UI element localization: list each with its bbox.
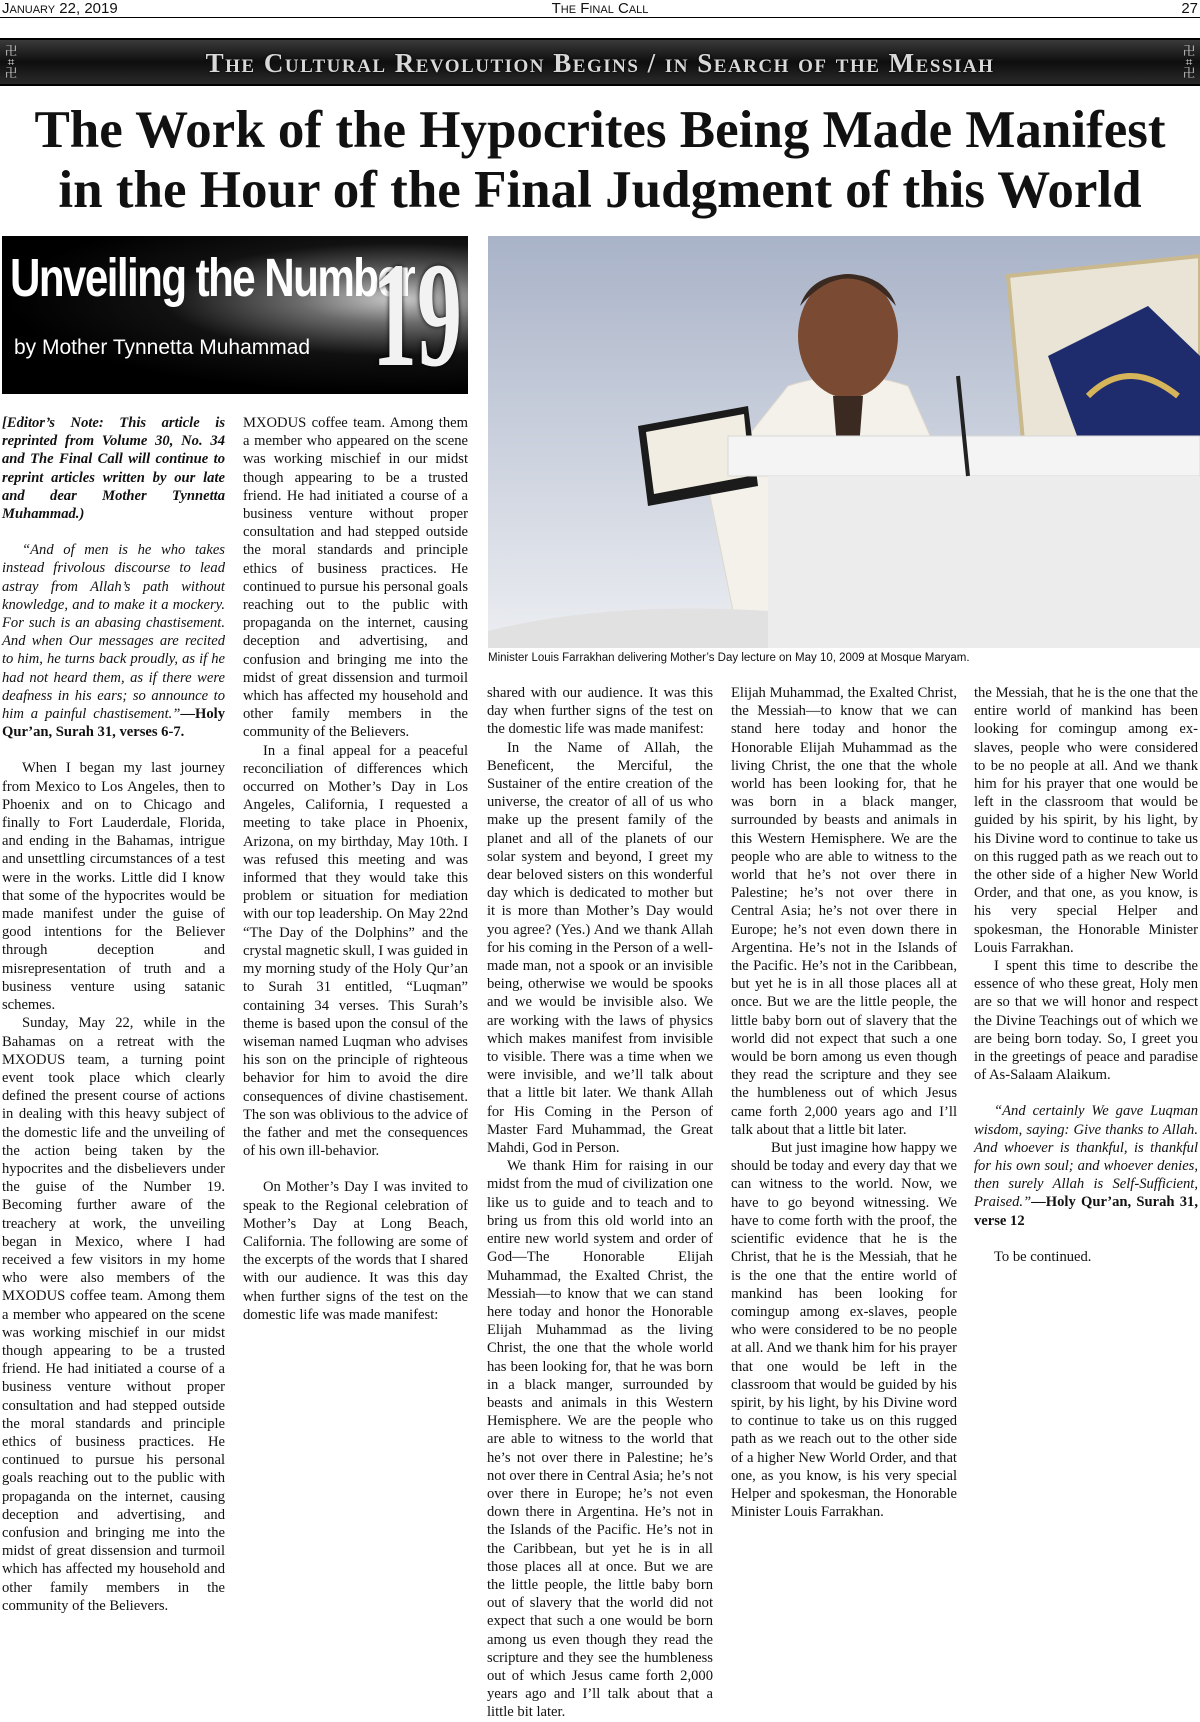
ornament-icon: 卍 ⌗ 卍 bbox=[4, 44, 17, 80]
page-folio bbox=[0, 0, 1200, 18]
article-photo bbox=[488, 236, 1200, 648]
column-logo-byline: by Mother Tynnetta Muhammad bbox=[14, 336, 311, 359]
headline-line-1: The Work of the Hypocrites Being Made Manifest bbox=[34, 101, 1166, 159]
article-column-1 bbox=[2, 414, 225, 1614]
editors-note: [Editor’s Note: This article is reprinted from Volume 30, No. 34 and The Final Call will continue to reprint articles written by our late and dear Mother Tynnetta Muhammad.) bbox=[2, 415, 225, 523]
paragraph-2-cont: MXODUS coffee team. Among them a member who appeared on the scene was working mischief in our midst though appearing to be a trusted friend. He had initiated a course of a business venture without proper consultation and had stepped outside the moral standards and principle ethics of business practices. He continued to pursue his personal goals reaching out to the public with propaganda on the internet, causing deception and advertising, and confusion and bringing me into the midst of great dissension and turmoil which has affected my household and other family members in the community of the Believers. bbox=[243, 415, 468, 741]
paragraph-5: In the Name of Allah, the Beneficent, the Merciful, the Sustainer of the entire creation of the universe, the creator of all of us who make up the present family of the planet and all of the planets of our solar system and beyond, I greet my dear beloved sisters on this wonderful day which is dedicated to mother but it is more than Mother’s Day would you agree? (Yes.) And we thank Allah for his coming in the Person of a well-made man, not a spook or an invisible being, otherwise we would be spooks and we would be invisible also. We are working with the laws of physics which makes manifest from invisible to visible. There was a time when we were invisible, and we’ll talk about that a little bit later. We thank Allah for His Coming in the Person of Master Fard Muhammad, the Great Mahdi, God in Person. bbox=[487, 739, 713, 1157]
article-column-3 bbox=[487, 684, 713, 1721]
paragraph-3: In a final appeal for a peaceful reconciliation of differences which occurred on Mother’s Day in Los Angeles, California, I requested a meeting to take place in Phoenix, Arizona, on my birthday, May 10th. I was refused this meeting and was informed that they would take this problem or situation for mediation with our top leadership. On May 22nd “The Day of the Dolphins” and the crystal magnetic skull, I was guided in my morning study of the Holy Qur’an to Surah 31 entitled, “Luqman” containing 34 verses. This Surah’s theme is based upon the consul of the wiseman named Luqman who advises his son on the principle of righteous behavior for him to avoid the dire consequences of divine chastisement. The son was oblivious to the advice of the father and met the consequences of his own ill-behavior. bbox=[243, 742, 468, 1160]
paragraph-1: When I began my last journey from Mexico to Los Angeles, then to Phoenix and on to Chicago and finally to Fort Lauderdale, Florida, and ending in the Bahamas, intrigue and unsettling circumstances of a test were in the works. Little did I know that some of the hypocrites would be made manifest under the guise of good intentions for the Believer through deception and misrepresentation of truth and a business venture using satanic schemes. bbox=[2, 760, 225, 1014]
article-column-2 bbox=[243, 414, 468, 1323]
paragraph-6-cont: Elijah Muhammad, the Exalted Christ, the Messiah—to know that we can stand here today and honor the Honorable Elijah Muhammad as the living Christ, the one that the whole world has been looking for, that he was born in a black manger, surrounded by beasts and animals in this Western Hemisphere. We are the people who are able to witness to the world that he’s not over there in Palestine; he’s not over there in Central Asia; he’s not over there in Europe; he’s not even down there in Argentina. He’s not in the Islands of the Pacific. He’s not in the Caribbean, but yet he is in all those places all at once. But we are the little people, the little baby born out of slavery that the world did not expect that such a one would be born among us even though they read the scripture and they see the humbleness out of which Jesus came forth 2,000 years ago and I’ll talk about that a little bit later. bbox=[731, 685, 957, 1138]
closing-quote: “And certainly We gave Luqman wisdom, saying: Give thanks to Allah. And whoever is thankful, is thankful for his own soul; and whoever denies, then surely Allah is Self-Sufficient, Praised.”—Holy Qur’an, Surah 31, verse 12 bbox=[974, 1103, 1198, 1229]
to-be-continued: To be continued. bbox=[994, 1248, 1092, 1265]
paragraph-6: We thank Him for raising in our midst from the mud of civilization one like us to guide and to teach and to bring us from this old world into an entire new world system and order of God—The Honorable Elijah Muhammad, the Exalted Christ, the Messiah—to know that we can stand here today and honor the Honorable Elijah Muhammad as the living Christ, the one that the whole world has been looking for, that he was born in a black manger, surrounded by beasts and animals in this Western Hemisphere. We are the people who are able to witness to the world that he’s not over there in Palestine; he’s not over there in Central Asia; he’s not over there in Europe; he’s not even down there in Argentina. He’s not in the Islands of the Pacific. He’s not in the Caribbean, but yet he is in all those places all at once. But we are the little people, the little baby born out of slavery that the world did not expect that such a one would be born among us even though they read the scripture and they see the humbleness out of which Jesus came forth 2,000 years ago and I’ll talk about that a little bit later. bbox=[487, 1158, 713, 1721]
section-banner-text: The Cultural Revolution Begins / in Search of the Messiah bbox=[205, 48, 995, 78]
section-banner bbox=[0, 38, 1200, 86]
column-logo-title: Unveiling the Number bbox=[10, 248, 415, 308]
ornament-icon: 卍 ⌗ 卍 bbox=[1182, 44, 1195, 80]
paragraph-2: Sunday, May 22, while in the Bahamas on a retreat with the MXODUS team, a turning point event took place which clearly defined the present course of actions in dealing with this heavy subject of the domestic life and the unveiling of the action being taken by the hypocrites and the disbelievers under the guise of the Number 19. Becoming further aware of the treachery at work, the unveiling began in Mexico, where I had received a few visitors in my home who were also members of the MXODUS coffee team. Among them a member who appeared on the scene was working mischief in our midst though appearing to be a trusted friend. He had initiated a course of a business venture without proper consultation and had stepped outside the moral standards and principle ethics of business practices. He continued to pursue his personal goals reaching out to the public with propaganda on the internet, causing deception and advertising, and confusion and bringing me into the midst of great dissension and turmoil which has affected my household and other family members in the community of the Believers. bbox=[2, 1015, 225, 1614]
paragraph-7: But just imagine how happy we should be today and every day that we can witness to the world. Now, we have to go beyond witnessing. We have to come forth with the proof, the scientific evidence that he is the Christ, that he is the Messiah, that he is the one that the entire world of mankind has been looking for comingup among ex-slaves, people who were considered to be no people at all. And we thank him for his prayer that one would be left in the classroom that would be guided by his spirit, by his light, by his Divine word to continue to take us on this rugged path as we reach out to the other side of a higher New World Order, and that one, as you know, is his very special Helper and spokesman, the Honorable Minister Louis Farrakhan. bbox=[731, 1140, 957, 1521]
article-headline bbox=[0, 100, 1200, 220]
paragraph-4-cont: shared with our audience. It was this day when further signs of the test on the domestic life was made manifest: bbox=[487, 685, 713, 738]
headline-line-2: in the Hour of the Final Judgment of this World bbox=[58, 161, 1142, 219]
article-column-5 bbox=[974, 684, 1198, 1298]
photo-illustration bbox=[488, 236, 1200, 648]
paragraph-4: On Mother’s Day I was invited to speak to the Regional celebration of Mother’s Day at Long Beach, California. The following are some of the excerpts of the words that I shared with our audience. It was this day when further signs of the test on the domestic life was made manifest: bbox=[243, 1179, 468, 1323]
paragraph-7-cont: the Messiah, that he is the one that the entire world of mankind has been looking for comingup among ex-slaves, people who were considered to be no people at all. And we thank him for his prayer that one would be left in the classroom that would be guided by his spirit, by his light, by his Divine word to continue to take us on this rugged path as we reach out to the other side of a higher New World Order, and that one, as you know, is his very special Helper and spokesman, the Honorable Minister Louis Farrakhan. bbox=[974, 685, 1198, 956]
page-number: 27 bbox=[1181, 0, 1198, 17]
article-column-4 bbox=[731, 684, 957, 1521]
opening-quote: “And of men is he who takes instead frivolous discourse to lead astray from Allah’s path without knowledge, and to make it a mockery. For such is an abasing chastisement. And when Our messages are recited to him, he turns back proudly, as if he had not heard them, as if there were deafness in his ears; so announce to him a painful chastisement.”—Holy Qur’an, Surah 31, verses 6-7. bbox=[2, 542, 225, 741]
column-logo bbox=[2, 232, 468, 398]
column-logo-number: 19 bbox=[372, 232, 462, 398]
photo-caption: Minister Louis Farrakhan delivering Mother’s Day lecture on May 10, 2009 at Mosque Maryam. bbox=[488, 652, 970, 664]
newspaper-name: The Final Call bbox=[551, 0, 649, 17]
paragraph-8: I spent this time to describe the essence of who these great, Holy men are so that we will honor and respect the Divine Teachings out of which we are being born today. So, I greet you in the greetings of peace and paradise of As-Salaam Alaikum. bbox=[974, 958, 1198, 1084]
issue-date: January 22, 2019 bbox=[2, 0, 118, 17]
